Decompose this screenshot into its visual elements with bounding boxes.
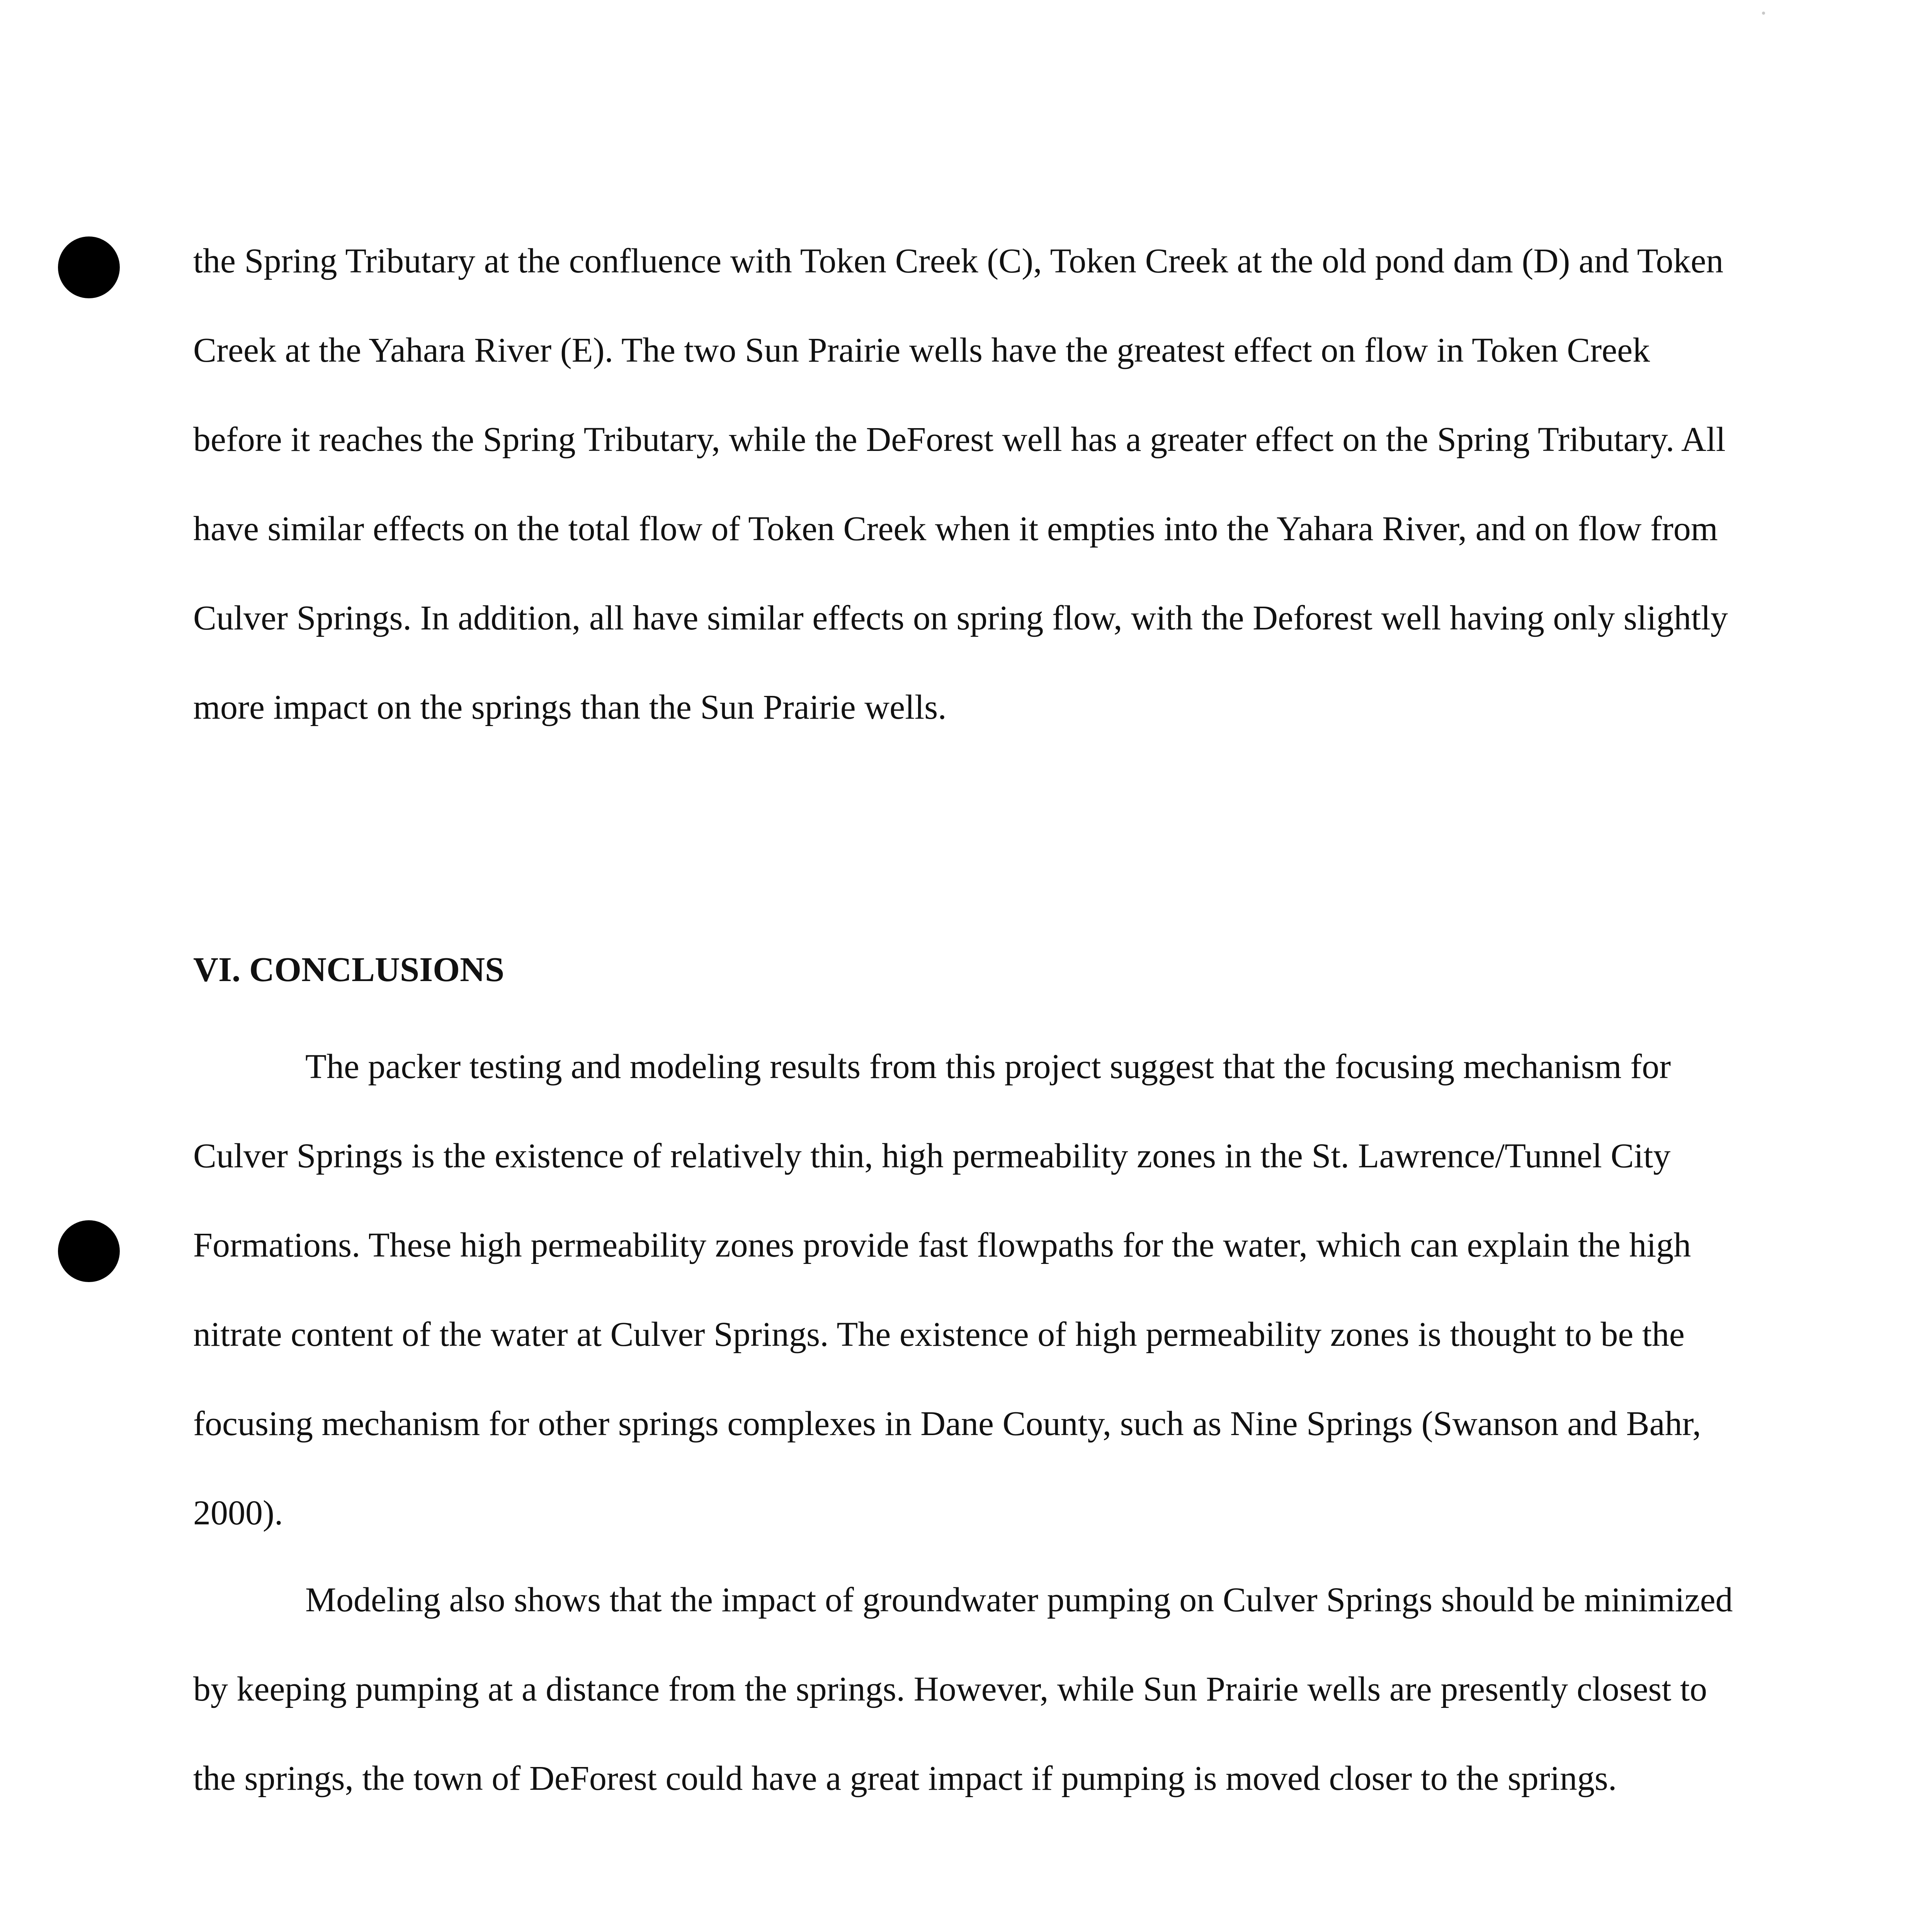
scan-speck xyxy=(1762,12,1765,15)
conclusions-paragraph-1: The packer testing and modeling results from this project suggest that the focusing mechanism for Culver Springs is the existence of relatively thin, high permeability zones in the St. Lawrence/Tunnel City Formations. These high permeability zones provide fast flowpaths for the water, which can explain the high nitrate content of the water at Culver Springs. The existence of high permeability zones is thought to be the focusing mechanism for other springs complexes in Dane County, such as Nine Springs (Swanson and Bahr, 2000). xyxy=(193,1048,1701,1532)
section-heading: VI. CONCLUSIONS xyxy=(193,951,505,989)
binder-hole-top xyxy=(58,236,120,298)
conclusions-paragraph-2: Modeling also shows that the impact of groundwater pumping on Culver Springs should be minimized by keeping pumping at a distance from the springs. However, while Sun Prairie wells are presently closest to the springs, the town of DeForest could have a great impact if pumping is moved closer to the springs. xyxy=(193,1581,1733,1798)
continued-paragraph: the Spring Tributary at the confluence with Token Creek (C), Token Creek at the old pond dam (D) and Token Creek at the Yahara River (E). The two Sun Prairie wells have the greatest effect on flow in Token Creek before it reaches the Spring Tributary, while the DeForest well has a greater effect on the Spring Tributary. All have similar effects on the total flow of Token Creek when it empties into the Yahara River, and on flow from Culver Springs. In addition, all have similar effects on spring flow, with the Deforest well having only slightly more impact on the springs than the Sun Prairie wells. xyxy=(193,242,1728,726)
binder-hole-middle xyxy=(58,1220,120,1282)
